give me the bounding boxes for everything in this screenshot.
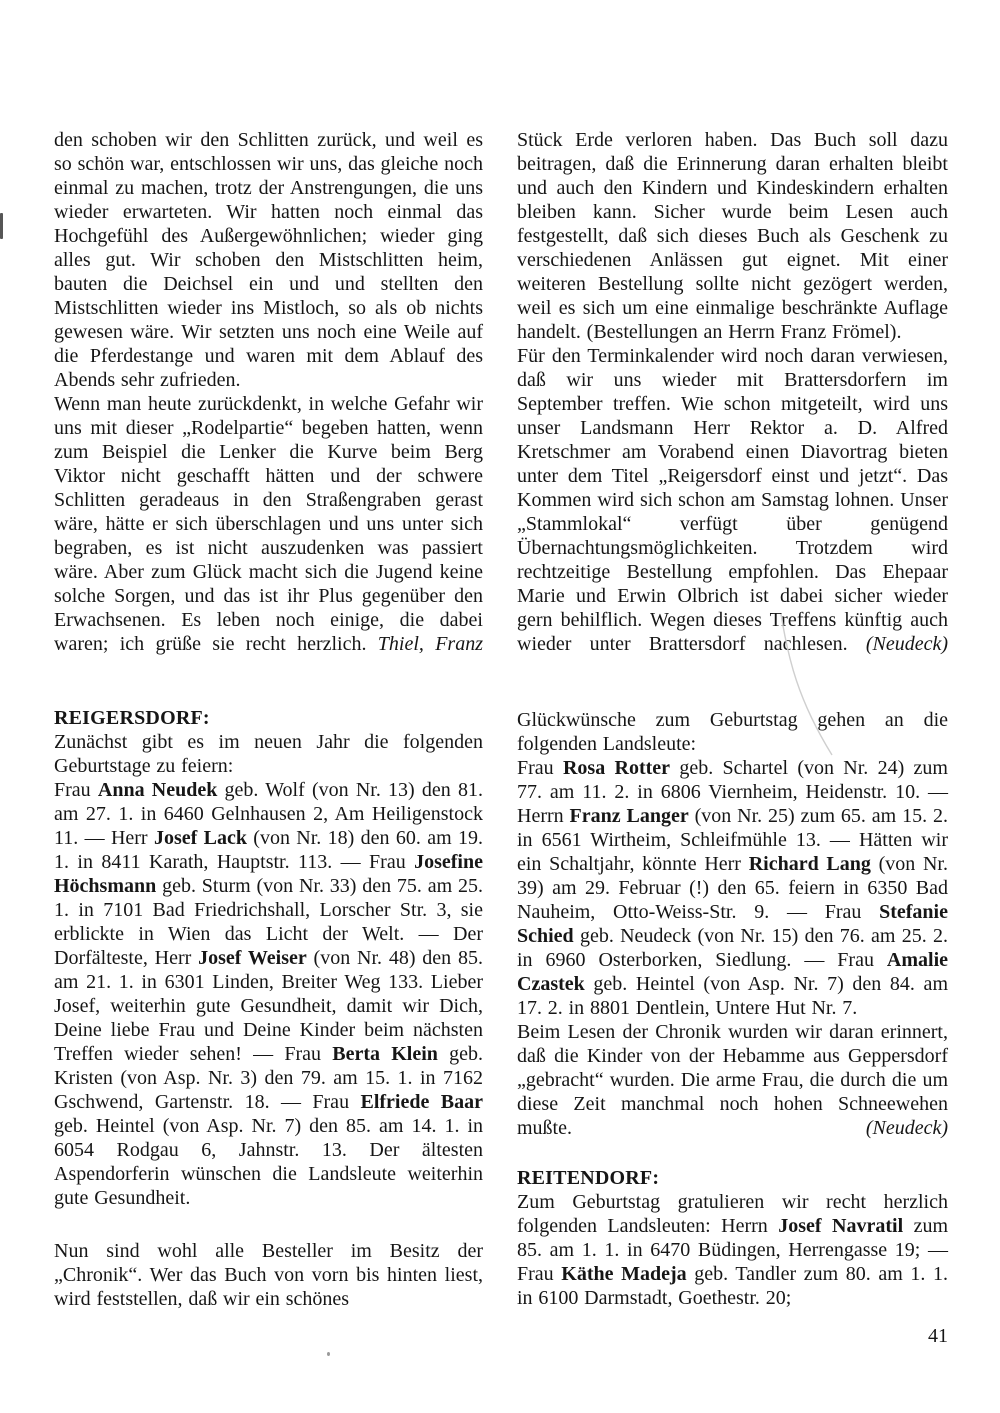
paragraph xyxy=(517,344,948,656)
text-run: den schoben wir den Schlitten zurück, und weil es so schön war, entschlossen wir uns, das gleiche noch einmal zu machen, trotz der Anstrengungen, die uns wieder erwarteten. Wir hatten noch einmal das Hochgefühl des Außergewöhnlichen; wieder ging alles gut. Wir schoben den Mistschlitten heim, bauten die Deichsel ein und und stellten den Mistschlitten wieder ins Mistloch, so als ob nichts gewesen wäre. Wir setzten uns noch eine Weile auf die Pferdestange und waren mit dem Ablauf des Abends sehr zufrieden. xyxy=(54,129,483,391)
left-column-section-reigersdorf xyxy=(54,706,483,1210)
text-run: geb. Kristen (von Asp. Nr. 3) den 79. am 15. 1. in 7162 Gschwend, Gartenstr. 18. — Frau xyxy=(54,1043,483,1113)
signature: Thiel, Franz xyxy=(377,633,483,655)
text-run: geb. Heintel (von Asp. Nr. 7) den 85. am 14. 1. in 6054 Rodgau 6, Jahnstr. 13. Der ältesten Aspendorferin wünschen die Landsleute weiterhin gute Gesundheit. xyxy=(54,1115,483,1209)
paragraph xyxy=(54,730,483,778)
left-column-section-top xyxy=(54,128,483,656)
signature: (Neudeck) xyxy=(865,633,948,655)
person-name: Anna Neudek xyxy=(97,779,218,801)
person-name: Josef Weiser xyxy=(198,947,307,969)
right-column-section-reitendorf xyxy=(517,1166,948,1310)
scan-edge-mark xyxy=(0,213,3,239)
left-column-section-bottom xyxy=(54,1239,483,1311)
right-column-section-top xyxy=(517,128,948,656)
text-run: (von Nr. 25) zum 65. am 15. 2. in 6561 Wirtheim, Schleifmühle 13. — Hätten wir ein Schaltjahr, könnte Herr xyxy=(517,805,948,875)
person-name: Berta Klein xyxy=(332,1043,438,1065)
text-run: REIGERSDORF: xyxy=(54,707,210,729)
paragraph xyxy=(517,128,948,344)
person-name: Franz Langer xyxy=(569,805,689,827)
text-run: Zum Geburtstag gratulieren wir recht herzlich folgenden Landsleuten: Herrn xyxy=(517,1191,948,1237)
person-name: Josef Lack xyxy=(153,827,247,849)
person-name: Richard Lang xyxy=(748,853,871,875)
person-name: Rosa Rotter xyxy=(562,757,671,779)
person-name: Josef Navratil xyxy=(778,1215,904,1237)
paragraph xyxy=(54,128,483,392)
text-run: geb. Schartel (von Nr. 24) zum 77. am 11. 2. in 6806 Viernheim, Heidenstr. 10. — Herrn xyxy=(517,757,948,827)
scan-crease-line xyxy=(770,608,840,760)
page-number: 41 xyxy=(928,1325,948,1347)
paragraph xyxy=(517,1020,948,1140)
text-run: geb. Wolf (von Nr. 13) den 81. am 27. 1. in 6460 Gelnhausen 2, Am Heiligenstock 11. — Herr xyxy=(54,779,483,849)
text-run: geb. Neudeck (von Nr. 15) den 76. am 25. 2. in 6960 Osterborken, Siedlung. — Frau xyxy=(517,925,948,971)
text-run: Zunächst gibt es im neuen Jahr die folgenden Geburtstage zu feiern: xyxy=(54,731,483,777)
person-name: Käthe Madeja xyxy=(561,1263,687,1285)
text-run: Frau xyxy=(517,757,563,779)
section-heading xyxy=(54,706,483,730)
text-run: geb. Tandler zum 80. am 1. 1. in 6100 Darmstadt, Goethestr. 20; xyxy=(517,1263,948,1309)
text-run: Wenn man heute zurückdenkt, in welche Gefahr wir uns mit dieser „Rodelpartie“ begeben hatten, wenn zum Beispiel die Lenker die Kurve beim Berg Viktor nicht geschafft hätten und der schwere Schlitten geradeaus in den Straßengraben gerast wäre, hätte er sich überschlagen und uns unter sich begraben, es ist nicht auszudenken was passiert wäre. Aber zum Glück macht sich die Jugend keine solche Sorgen, und das ist ihr Plus gegenüber den Erwachsenen. Es leben noch einige, die dabei waren; ich grüße sie recht herzlich. xyxy=(54,393,483,655)
paragraph xyxy=(517,756,948,1020)
person-name: Stefanie Schied xyxy=(517,901,948,947)
paragraph xyxy=(54,778,483,1210)
person-name: Josefine Höchsmann xyxy=(54,851,483,897)
text-run: Für den Terminkalender wird noch daran verwiesen, daß wir uns wieder mit Brattersdorfern im September treffen. Wie schon mitgeteilt, wird uns unser Landsmann Herr Rektor a. D. Alfred Kretschmer am Vorabend einen Diavortrag bieten unter dem Titel „Reigersdorf einst und jetzt“. Das Kommen wird sich schon am Samstag lohnen. Unser „Stammlokal“ verfügt über genügend Übernachtungsmöglichkeiten. Trotzdem wird rechtzeitige Bestellung empfohlen. Das Ehepaar Marie und Erwin Olbrich ist dabei sicher wieder gern behilflich. Wegen dieses Treffens künftig auch wieder unter Brattersdorf nachlesen. xyxy=(517,345,948,655)
ink-speck xyxy=(327,1352,330,1356)
text-run: Beim Lesen der Chronik wurden wir daran erinnert, daß die Kinder von der Hebamme aus Geppersdorf „gebracht“ wurden. Die arme Frau, die durch die um diese Zeit manchmal noch hohen Schneewehen mußte. xyxy=(517,1021,948,1139)
paragraph xyxy=(517,708,948,756)
text-run: Nun sind wohl alle Besteller im Besitz der „Chronik“. Wer das Buch von vorn bis hinten liest, wird feststellen, daß wir ein schönes xyxy=(54,1240,483,1310)
section-heading xyxy=(517,1166,948,1190)
paragraph xyxy=(517,1190,948,1310)
right-column-section-birthdays xyxy=(517,708,948,1140)
signature: (Neudeck) xyxy=(865,1117,948,1139)
text-run: REITENDORF: xyxy=(517,1167,660,1189)
text-run: geb. Sturm (von Nr. 33) den 75. am 25. 1. in 7101 Bad Friedrichshall, Lorscher Str. 3, sie erblickte in Wien das Licht der Welt. — Der Dorfälteste, Herr xyxy=(54,875,483,969)
text-run: (von Nr. 48) den 85. am 21. 1. in 6301 Linden, Breiter Weg 133. Lieber Josef, weiterhin gute Gesundheit, damit wir Dich, Deine liebe Frau und Deine Kinder beim nächsten Treffen wieder sehen! — Frau xyxy=(54,947,483,1065)
text-run: Stück Erde verloren haben. Das Buch soll dazu beitragen, daß die Erinnerung daran erhalten bleibt und auch den Kindern und Kindeskindern erhalten bleiben kann. Sicher wurde beim Lesen auch festgestellt, daß sich dieses Buch als Geschenk zu verschiedenen Anlässen gut eignet. Mit einer weiteren Bestellung sollte nicht gezögert werden, weil es sich um eine einmalige beschränkte Auflage handelt. (Bestellungen an Herrn Franz Frömel). xyxy=(517,129,948,343)
text-run: geb. Heintel (von Asp. Nr. 7) den 84. am 17. 2. in 8801 Dentlein, Untere Hut Nr. 7. xyxy=(517,973,948,1019)
text-run: (von Nr. 18) den 60. am 19. 1. in 8411 Karath, Hauptstr. 113. — Frau xyxy=(54,827,483,873)
text-run: zum 85. am 1. 1. in 6470 Büdingen, Herrengasse 19; — Frau xyxy=(517,1215,949,1285)
text-run: (von Nr. 39) am 29. Februar (!) den 65. feiern in 6350 Bad Nauheim, Otto-Weiss-Str. 9. — Frau xyxy=(517,853,948,923)
paragraph xyxy=(54,392,483,656)
text-run: Frau xyxy=(54,779,98,801)
text-run: Glückwünsche zum Geburtstag gehen an die folgenden Landsleute: xyxy=(517,709,948,755)
person-name: Elfriede Baar xyxy=(360,1091,483,1113)
person-name: Amalie Czastek xyxy=(517,949,948,995)
paragraph xyxy=(54,1239,483,1311)
